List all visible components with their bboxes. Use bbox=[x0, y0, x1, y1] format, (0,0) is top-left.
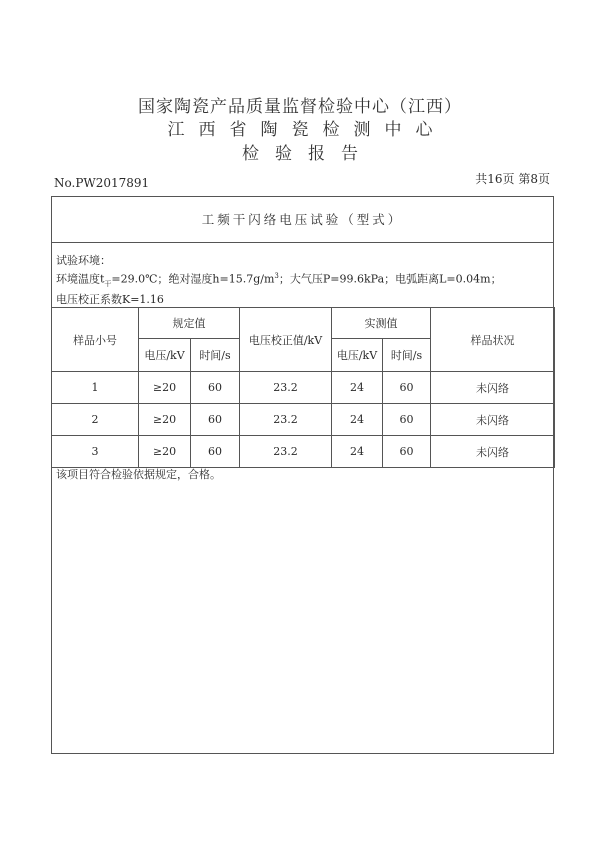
cell-spec-time: 60 bbox=[191, 372, 240, 404]
cell-status: 未闪络 bbox=[431, 436, 555, 468]
header-spec-time: 时间/s bbox=[191, 339, 240, 372]
header-corrected: 电压校正值/kV bbox=[240, 308, 332, 372]
report-frame bbox=[51, 196, 554, 754]
report-number: No.PW2017891 bbox=[54, 176, 150, 190]
cell-corrected: 23.2 bbox=[240, 436, 332, 468]
cell-spec-voltage: ≥20 bbox=[139, 404, 191, 436]
table-header-row bbox=[52, 308, 555, 339]
page-info: 共16页 第8页 bbox=[475, 172, 550, 186]
header-meas-voltage: 电压/kV bbox=[332, 339, 383, 372]
report-title: 检验报告 bbox=[242, 144, 374, 164]
cell-sample-no: 1 bbox=[52, 372, 139, 404]
env-rest: ；大气压P=99.6kPa；电弧距离L=0.04m； bbox=[278, 272, 502, 286]
results-table bbox=[51, 307, 555, 468]
test-name: 工频干闪络电压试验（型式） bbox=[52, 197, 553, 243]
cell-corrected: 23.2 bbox=[240, 404, 332, 436]
cell-meas-voltage: 24 bbox=[332, 436, 383, 468]
table-row bbox=[52, 404, 555, 436]
cell-sample-no: 3 bbox=[52, 436, 139, 468]
table-row bbox=[52, 436, 555, 468]
header-specified: 规定值 bbox=[139, 308, 240, 339]
header-meas-time: 时间/s bbox=[383, 339, 431, 372]
cell-meas-time: 60 bbox=[383, 404, 431, 436]
env-temp-sub: 干 bbox=[104, 279, 112, 288]
table-row bbox=[52, 372, 555, 404]
env-temp-value: =29.0℃； bbox=[111, 272, 169, 286]
header-sample-no: 样品小号 bbox=[52, 308, 139, 372]
cell-status: 未闪络 bbox=[431, 372, 555, 404]
conclusion-text: 该项目符合检验依据规定，合格。 bbox=[56, 468, 221, 481]
cell-spec-time: 60 bbox=[191, 404, 240, 436]
cell-meas-time: 60 bbox=[383, 436, 431, 468]
cell-meas-voltage: 24 bbox=[332, 372, 383, 404]
header-measured: 实测值 bbox=[332, 308, 431, 339]
center-title: 江西省陶瓷检测中心 bbox=[167, 120, 447, 140]
cell-spec-voltage: ≥20 bbox=[139, 372, 191, 404]
correction-factor: 电压校正系数K=1.16 bbox=[56, 292, 164, 306]
org-title: 国家陶瓷产品质量监督检验中心（江西） bbox=[138, 97, 462, 117]
env-heading: 试验环境： bbox=[56, 254, 111, 267]
cell-spec-voltage: ≥20 bbox=[139, 436, 191, 468]
env-temp-prefix: 环境温度t bbox=[56, 272, 105, 286]
cell-status: 未闪络 bbox=[431, 404, 555, 436]
cell-corrected: 23.2 bbox=[240, 372, 332, 404]
env-conditions bbox=[56, 269, 502, 292]
cell-meas-voltage: 24 bbox=[332, 404, 383, 436]
env-humidity: 绝对湿度h=15.7g/m bbox=[168, 272, 275, 286]
test-environment bbox=[56, 253, 502, 307]
cell-spec-time: 60 bbox=[191, 436, 240, 468]
header-status: 样品状况 bbox=[431, 308, 555, 372]
header-spec-voltage: 电压/kV bbox=[139, 339, 191, 372]
cell-sample-no: 2 bbox=[52, 404, 139, 436]
env-humidity-sup: 3 bbox=[274, 271, 279, 280]
cell-meas-time: 60 bbox=[383, 372, 431, 404]
